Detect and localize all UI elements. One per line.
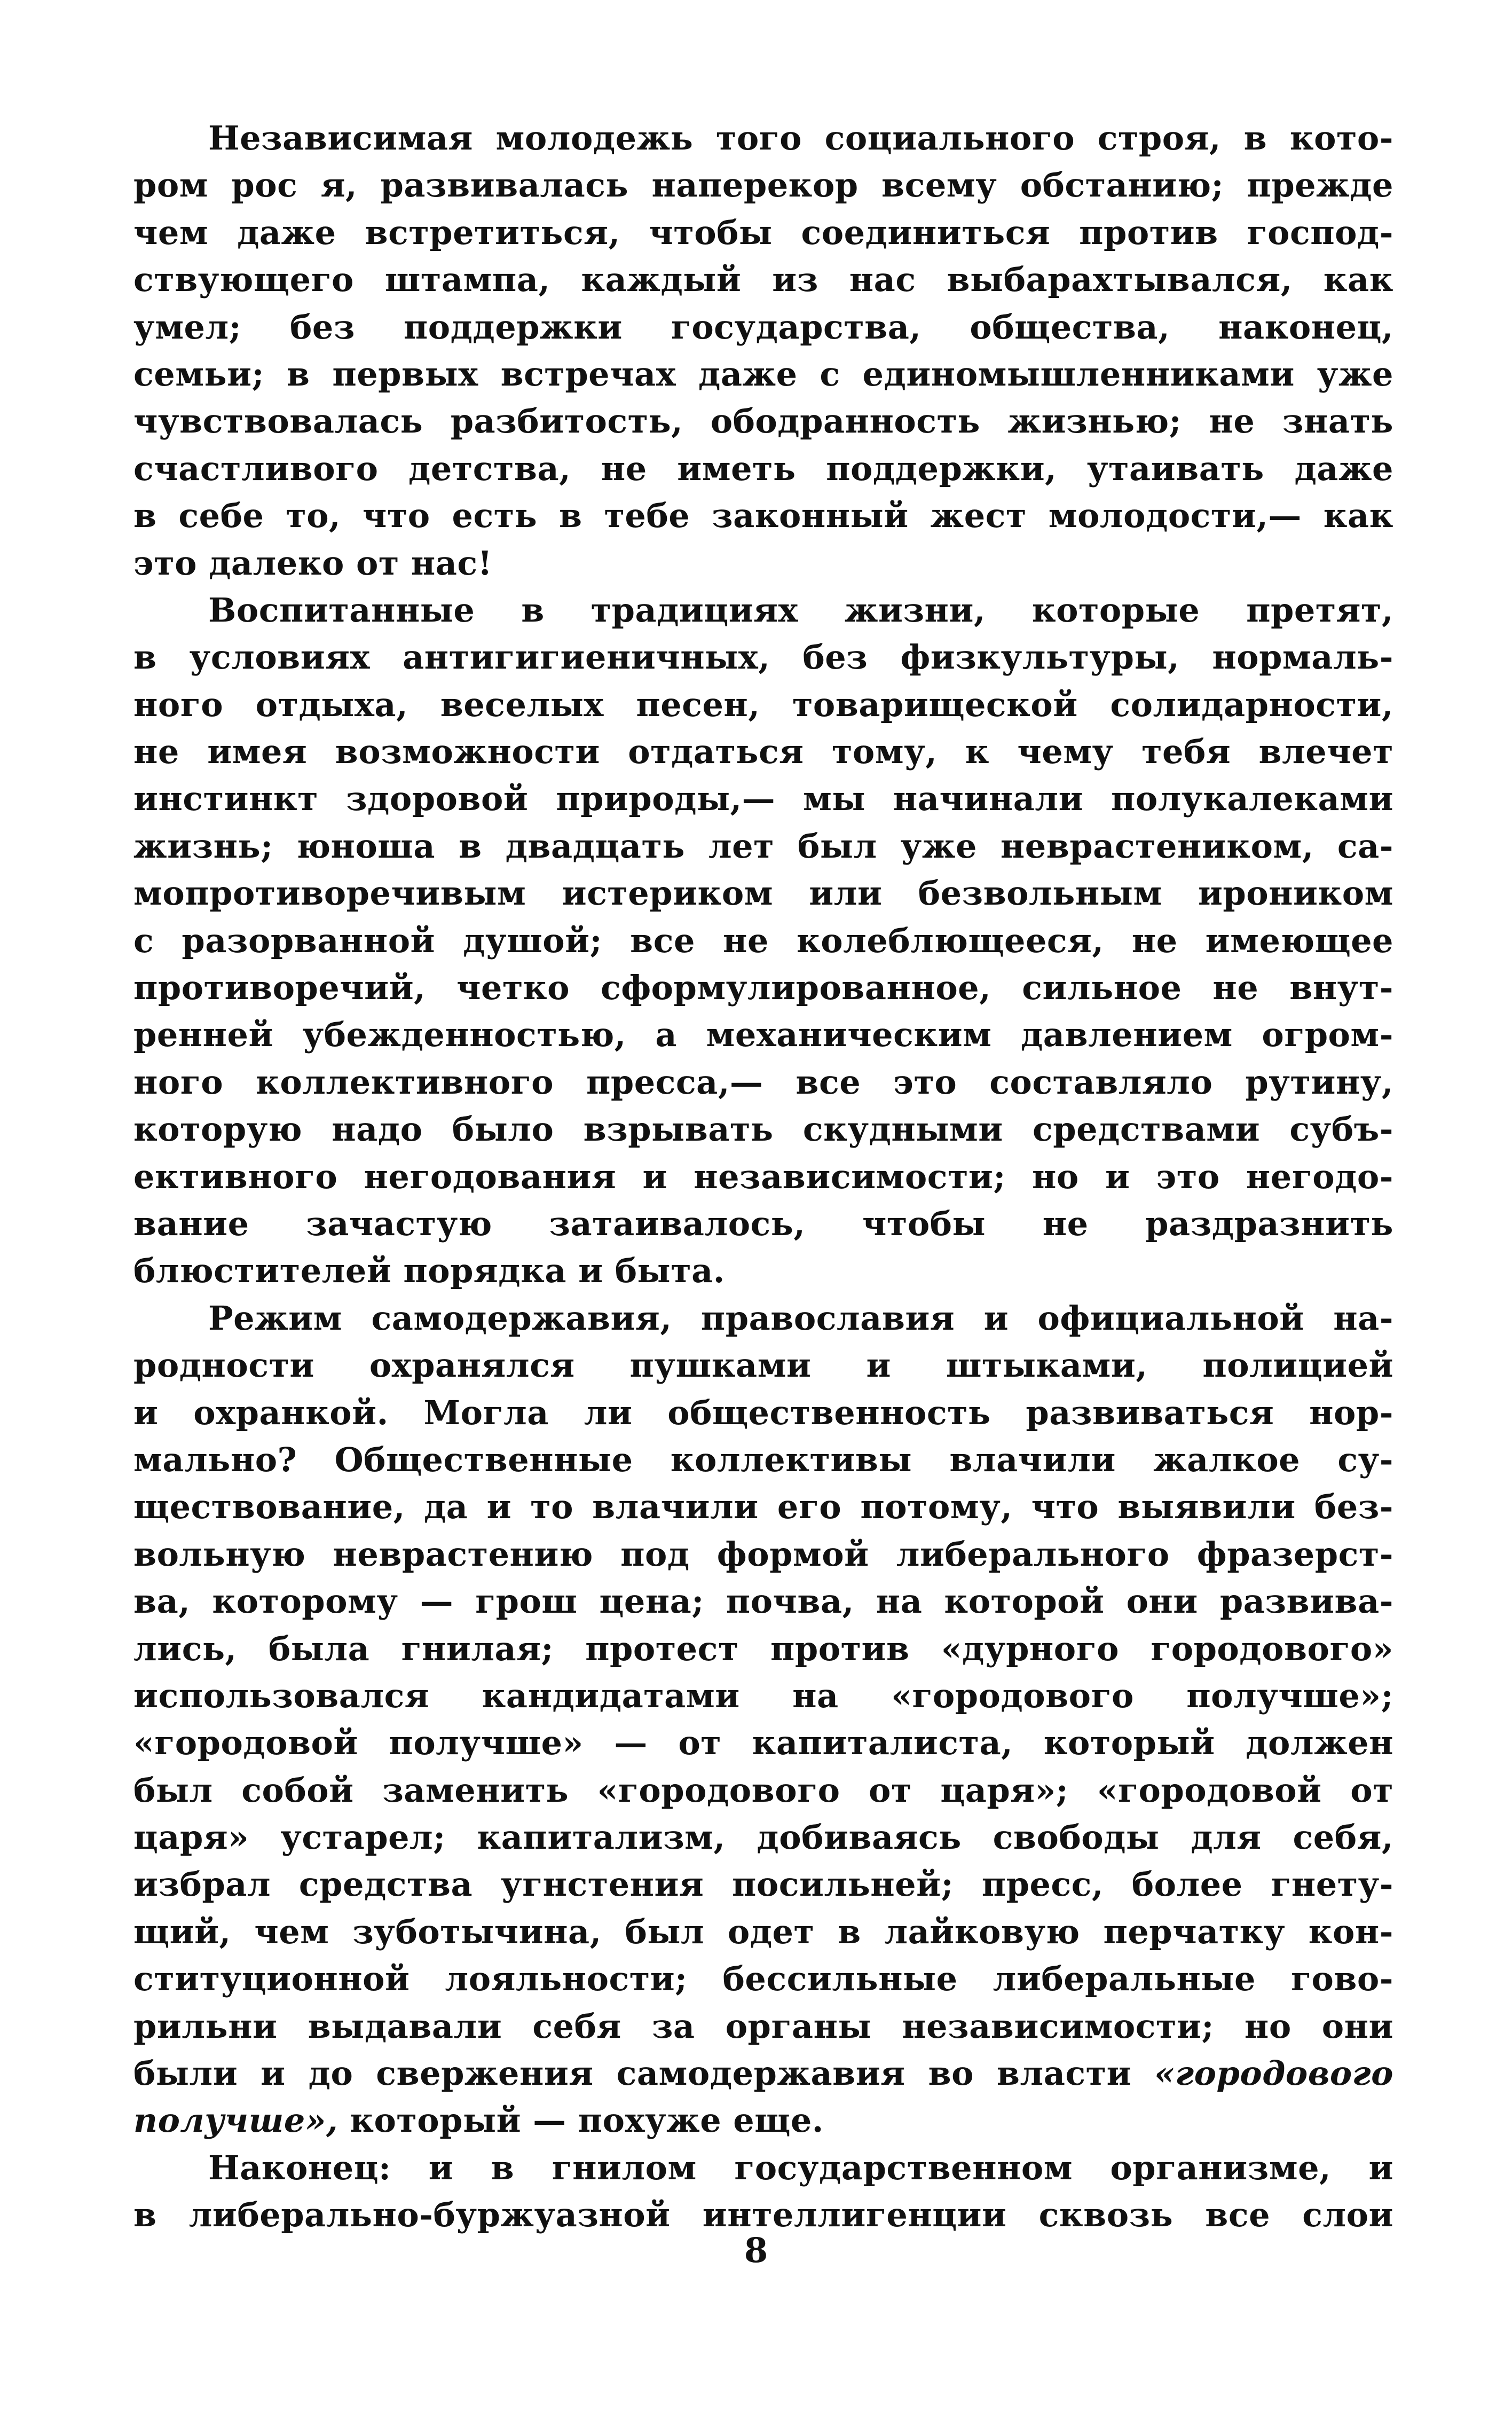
text-line: блюстителей порядка и быта. [133,1251,725,1291]
text-segment: который — похуже еще. [350,2101,824,2140]
text-line: ва, которому — грош цена; почва, на которой они развива- [133,1582,1393,1621]
text-line: вание зачастую затаивалось, чтобы не раздразнить [133,1204,1393,1243]
text-line: избрал средства угнстения посильней; пресс, более гнету- [133,1865,1393,1904]
text-line: ституционной лояльности; бессильные либеральные гово- [133,1959,1393,1999]
text-line: в себе то, что есть в тебе законный жест молодости,— как [133,496,1393,536]
text-line: Наконец: и в гнилом государственном организме, и [208,2148,1393,2187]
text-line: с разорванной душой; все не колеблющееся, не имеющее [133,921,1393,960]
text-line: лись, была гнилая; протест против «дурного городового» [133,1629,1393,1668]
text-line: счастливого детства, не иметь поддержки, утаивать даже [133,449,1393,488]
text-line: ективного негодования и независимости; но и это негодо- [133,1157,1393,1196]
text-line: ного коллективного пресса,— все это составляло рутину, [133,1062,1393,1102]
text-line: умел; без поддержки государства, общества, наконец, [133,307,1393,347]
text-line: мально? Общественные коллективы влачили жалкое су- [133,1440,1393,1479]
text-line: Независимая молодежь того социального строя, в кото- [208,119,1393,158]
text-line: Режим самодержавия, православия и официальной на- [208,1298,1393,1338]
text-line: которую надо было взрывать скудными средствами субъ- [133,1110,1393,1149]
italic-text: «городового [1154,2054,1393,2093]
text-line: семьи; в первых встречах даже с единомышленниками уже [133,354,1393,394]
text-line: и охранкой. Могла ли общественность развиваться нор- [133,1393,1393,1432]
text-line: в либерально-буржуазной интеллигенции сквозь все слои [133,2195,1393,2235]
text-line: ствующего штампа, каждый из нас выбарахтывался, как [133,260,1393,300]
text-line: был собой заменить «городового от царя»; «городовой от [133,1770,1393,1810]
text-line: мопротиворечивым истериком или безвольным ироником [133,874,1393,913]
body-text [133,115,1393,2239]
text-line: чем даже встретиться, чтобы соединиться против господ- [133,213,1393,252]
text-line: не имея возможности отдаться тому, к чему тебя влечет [133,732,1393,772]
text-line: в условиях антигигиеничных, без физкультуры, нормаль- [133,638,1393,677]
text-line: жизнь; юноша в двадцать лет был уже неврастеником, са- [133,826,1393,866]
text-line: противоречий, четко сформулированное, сильное не внут- [133,968,1393,1008]
text-line [133,2050,1393,2097]
text-line: чувствовалась разбитость, ободранность жизнью; не знать [133,402,1393,441]
text-line: ного отдыха, веселых песен, товарищеской солидарности, [133,685,1393,724]
text-line: «городовой получше» — от капиталиста, который должен [133,1723,1393,1763]
text-line: Воспитанные в традициях жизни, которые претят, [208,590,1393,630]
text-line: рильни выдавали себя за органы независимости; но они [133,2006,1393,2046]
italic-text: получше», [133,2101,338,2140]
text-line: щий, чем зуботычина, был одет в лайковую перчатку кон- [133,1912,1393,1951]
text-line [133,2097,1393,2144]
text-line: родности охранялся пушками и штыками, полицией [133,1346,1393,1385]
text-line: ром рос я, развивалась наперекор всему обстанию; прежде [133,166,1393,205]
text-line: использовался кандидатами на «городового получше»; [133,1676,1393,1715]
text-line: инстинкт здоровой природы,— мы начинали полукалеками [133,779,1393,819]
page-number: 8 [744,2231,768,2271]
text-line: это далеко от нас! [133,543,493,583]
text-line: ренней убежденностью, а механическим давлением огром- [133,1015,1393,1055]
text-line: ществование, да и то влачили его потому, что выявили без- [133,1487,1393,1527]
text-segment: были и до свержения самодержавия во власти [133,2054,1132,2093]
text-line: царя» устарел; капитализм, добиваясь свободы для себя, [133,1818,1393,1857]
text-line: вольную неврастению под формой либерального фразерст- [133,1534,1393,1574]
